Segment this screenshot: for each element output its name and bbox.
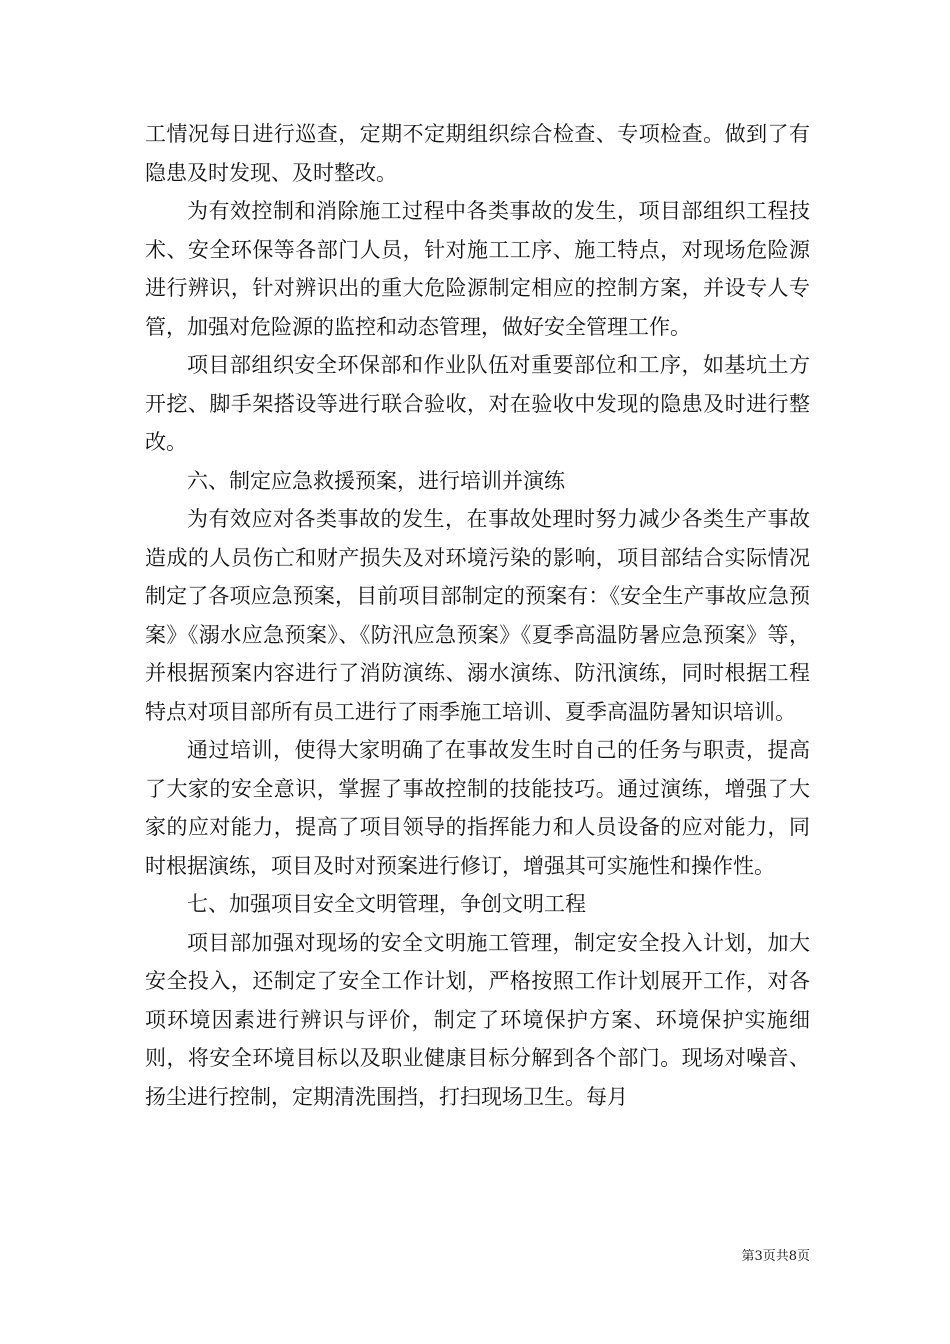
section-heading-7: 七、加强项目安全文明管理，争创文明工程 bbox=[187, 892, 586, 916]
paragraph-emergency-plans: 为有效应对各类事故的发生，在事故处理时努力减少各类生产事故造成的人员伤亡和财产损失及对环境污染的影响，项目部结合实际情况制定了各项应急预案，目前项目部制定的预案有：《安全生产事故应急预案》《溺水应急预案》、《防汛应急预案》《夏季高温防暑应急预案》等，并根据预案内容进行了消防演练、溺水演练、防汛演练，同时根据工程特点对项目部所有员工进行了雨季施工培训、夏季高温防暑知识培训。 bbox=[145, 507, 810, 724]
paragraph-joint-acceptance: 项目部组织安全环保部和作业队伍对重要部位和工序，如基坑土方开挖、脚手架搭设等进行联合验收，对在验收中发现的隐患及时进行整改。 bbox=[145, 353, 810, 454]
section-heading-6: 六、制定应急救援预案，进行培训并演练 bbox=[187, 468, 565, 493]
page-number-footer: 第3页共8页 bbox=[741, 1249, 810, 1264]
paragraph-civilized-construction: 项目部加强对现场的安全文明施工管理，制定安全投入计划，加大安全投入，还制定了安全工作计划，严格按照工作计划展开工作，对各项环境因素进行辨识与评价，制定了环境保护方案、环境保护实施细则，将安全环境目标以及职业健康目标分解到各个部门。现场对噪音、扬尘进行控制，定期清洗围挡，打扫现场卫生。每月 bbox=[145, 930, 810, 1109]
paragraph-training-results: 通过培训，使得大家明确了在事故发生时自己的任务与职责，提高了大家的安全意识，掌握了事故控制的技能技巧。通过演练，增强了大家的应对能力，提高了项目领导的指挥能力和人员设备的应对能力，同时根据演练，项目及时对预案进行修订，增强其可实施性和操作性。 bbox=[145, 738, 810, 878]
paragraph-continued: 工情况每日进行巡查，定期不定期组织综合检查、专项检查。做到了有隐患及时发现、及时整改。 bbox=[145, 122, 810, 185]
paragraph-hazard-control: 为有效控制和消除施工过程中各类事故的发生，项目部组织工程技术、安全环保等各部门人员，针对施工工序、施工特点，对现场危险源进行辨识，针对辨识出的重大危险源制定相应的控制方案，并设专人专管，加强对危险源的监控和动态管理，做好安全管理工作。 bbox=[145, 199, 810, 339]
document-body bbox=[145, 115, 810, 1116]
